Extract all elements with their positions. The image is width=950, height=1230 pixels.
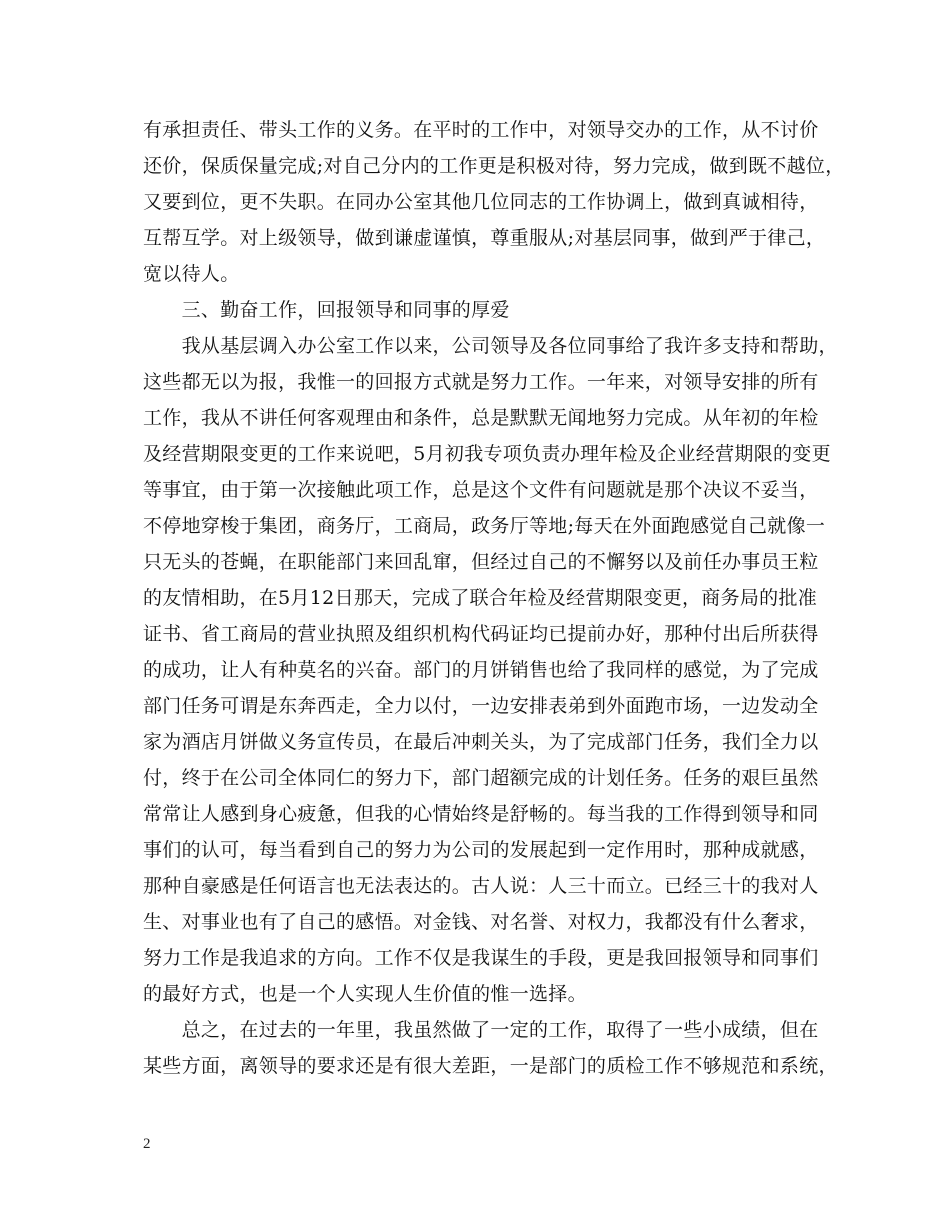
text-line: 证书、省工商局的营业执照及组织机构代码证均已提前办好，那种付出后所获得 <box>143 623 819 645</box>
text-line: 互帮互学。对上级领导，做到谦虚谨慎，尊重服从;对基层同事，做到严于律己， <box>143 227 826 249</box>
text-line: 又要到位，更不失职。在同办公室其他几位同志的工作协调上，做到真诚相待， <box>143 191 819 213</box>
text-line: 三、勤奋工作，回报领导和同事的厚爱 <box>143 299 510 321</box>
text-line: 及经营期限变更的工作来说吧，5月初我专项负责办理年检及企业经营期限的变更 <box>143 443 831 465</box>
page-number: 2 <box>143 1136 151 1152</box>
text-line: 家为酒店月饼做义务宣传员，在最后冲刺关头，为了完成部门任务，我们全力以 <box>143 731 819 753</box>
text-line: 部门任务可谓是东奔西走，全力以付，一边安排表弟到外面跑市场，一边发动全 <box>143 695 819 717</box>
text-line: 等事宜，由于第一次接触此项工作，总是这个文件有问题就是那个决议不妥当， <box>143 479 819 501</box>
text-line: 生、对事业也有了自己的感悟。对金钱、对名誉、对权力，我都没有什么奢求， <box>143 911 819 933</box>
text-line: 这些都无以为报，我惟一的回报方式就是努力工作。一年来，对领导安排的所有 <box>143 371 819 393</box>
text-line: 的成功，让人有种莫名的兴奋。部门的月饼销售也给了我同样的感觉，为了完成 <box>143 659 819 681</box>
text-line: 付，终于在公司全体同仁的努力下，部门超额完成的计划任务。任务的艰巨虽然 <box>143 767 819 789</box>
text-line: 不停地穿梭于集团，商务厅，工商局，政务厅等地;每天在外面跑感觉自己就像一 <box>143 515 826 537</box>
text-line: 工作，我从不讲任何客观理由和条件，总是默默无闻地努力完成。从年初的年检 <box>143 407 819 429</box>
text-line: 的友情相助，在5月12日那天，完成了联合年检及经营期限变更，商务局的批准 <box>143 587 818 609</box>
text-line: 我从基层调入办公室工作以来，公司领导及各位同事给了我许多支持和帮助， <box>143 335 838 357</box>
text-line: 某些方面，离领导的要求还是有很大差距，一是部门的质检工作不够规范和系统， <box>143 1055 838 1077</box>
text-line: 事们的认可，每当看到自己的努力为公司的发展起到一定作用时，那种成就感， <box>143 839 819 861</box>
text-line: 那种自豪感是任何语言也无法表达的。古人说：人三十而立。已经三十的我对人 <box>143 875 819 897</box>
text-line: 有承担责任、带头工作的义务。在平时的工作中，对领导交办的工作，从不讨价 <box>143 119 819 141</box>
text-line: 总之，在过去的一年里，我虽然做了一定的工作，取得了一些小成绩，但在 <box>143 1019 819 1041</box>
text-line: 只无头的苍蝇，在职能部门来回乱窜，但经过自己的不懈努以及前任办事员王粒 <box>143 551 819 573</box>
text-line: 还价，保质保量完成;对自己分内的工作更是积极对待，努力完成，做到既不越位， <box>143 155 845 177</box>
text-line: 宽以待人。 <box>143 263 240 285</box>
text-line: 努力工作是我追求的方向。工作不仅是我谋生的手段，更是我回报领导和同事们 <box>143 947 819 969</box>
text-line: 的最好方式，也是一个人实现人生价值的惟一选择。 <box>143 983 587 1005</box>
document-body <box>143 112 845 1084</box>
text-line: 常常让人感到身心疲惫，但我的心情始终是舒畅的。每当我的工作得到领导和同 <box>143 803 819 825</box>
